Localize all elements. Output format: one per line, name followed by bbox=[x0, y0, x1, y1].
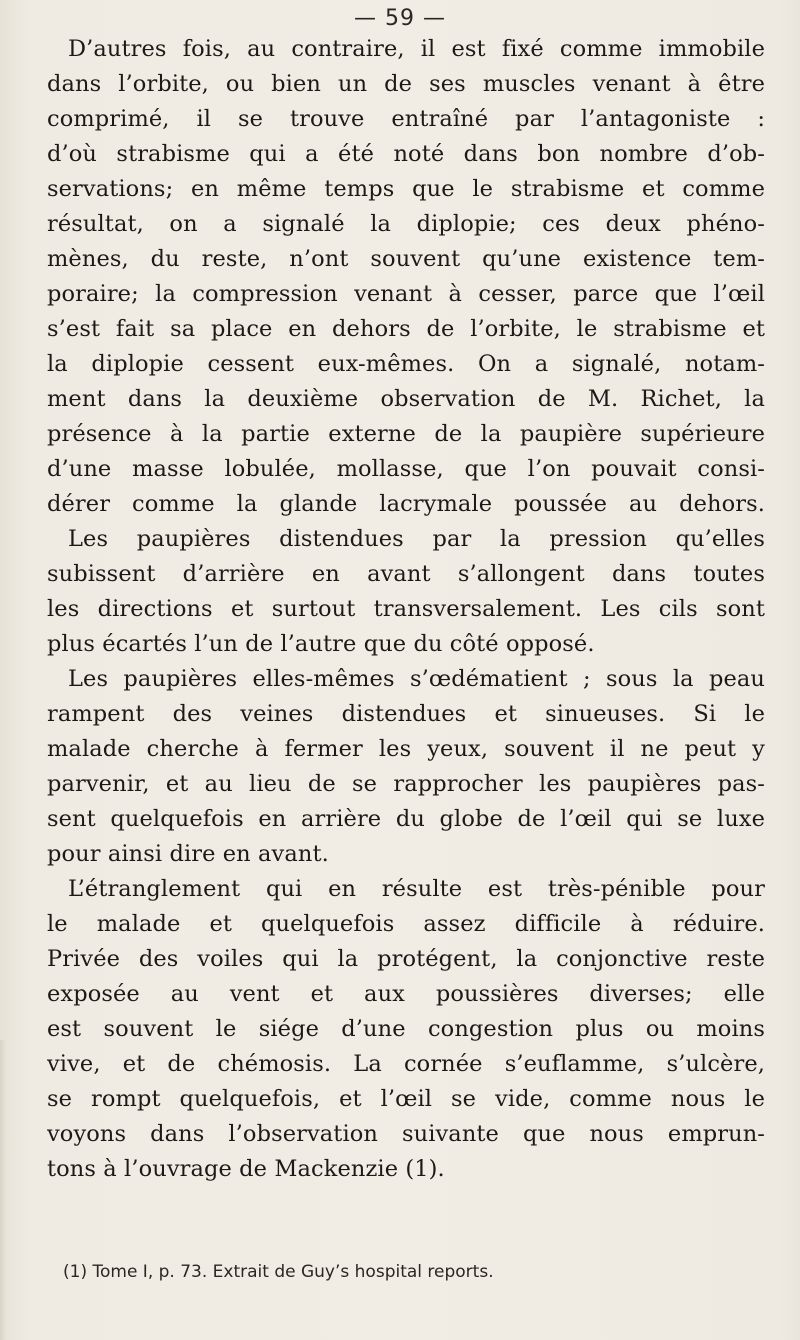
text-line: parvenir, et au lieu de se rapprocher les paupières pas- bbox=[47, 771, 765, 797]
text-line: mènes, du reste, n’ont souvent qu’une existence tem- bbox=[47, 246, 765, 272]
text-line: sent quelquefois en arrière du globe de l’œil qui se luxe bbox=[47, 806, 765, 832]
text-line: d’où strabisme qui a été noté dans bon nombre d’ob- bbox=[47, 141, 765, 167]
text-line: servations; en même temps que le strabisme et comme bbox=[47, 176, 765, 202]
text-line: résultat, on a signalé la diplopie; ces deux phéno- bbox=[47, 211, 765, 237]
text-line: tons à l’ouvrage de Mackenzie (1). bbox=[47, 1156, 445, 1182]
text-line: la diplopie cessent eux-mêmes. On a signalé, notam- bbox=[47, 351, 765, 377]
text-line: Les paupières elles-mêmes s’œdématient ; sous la peau bbox=[68, 666, 765, 692]
text-line: plus écartés l’un de l’autre que du côté opposé. bbox=[47, 631, 595, 657]
text-line: ment dans la deuxième observation de M. Richet, la bbox=[47, 386, 765, 412]
text-line: malade cherche à fermer les yeux, souvent il ne peut y bbox=[47, 736, 765, 762]
text-line: Les paupières distendues par la pression qu’elles bbox=[68, 526, 765, 552]
page-number: — 59 — bbox=[354, 6, 446, 31]
text-line: le malade et quelquefois assez difficile à réduire. bbox=[47, 911, 765, 937]
text-line: vive, et de chémosis. La cornée s’euflamme, s’ulcère, bbox=[47, 1051, 765, 1077]
text-line: voyons dans l’observation suivante que nous emprun- bbox=[47, 1121, 765, 1147]
text-line: Privée des voiles qui la protégent, la conjonctive reste bbox=[47, 946, 765, 972]
text-line: les directions et surtout transversalement. Les cils sont bbox=[47, 596, 765, 622]
page-edge-shadow bbox=[0, 1040, 6, 1340]
text-line: rampent des veines distendues et sinueuses. Si le bbox=[47, 701, 765, 727]
text-line: est souvent le siége d’une congestion plus ou moins bbox=[47, 1016, 765, 1042]
text-line: d’une masse lobulée, mollasse, que l’on pouvait consi- bbox=[47, 456, 765, 482]
text-line: L’étranglement qui en résulte est très-pénible pour bbox=[68, 876, 765, 902]
text-line: se rompt quelquefois, et l’œil se vide, comme nous le bbox=[47, 1086, 765, 1112]
text-line: présence à la partie externe de la paupière supérieure bbox=[47, 421, 765, 447]
text-line: exposée au vent et aux poussières diverses; elle bbox=[47, 981, 765, 1007]
text-line: comprimé, il se trouve entraîné par l’antagoniste : bbox=[47, 106, 765, 132]
body-text bbox=[47, 32, 765, 1187]
text-line: dérer comme la glande lacrymale poussée au dehors. bbox=[47, 491, 765, 517]
text-line: D’autres fois, au contraire, il est fixé comme immobile bbox=[68, 36, 765, 62]
text-line: poraire; la compression venant à cesser, parce que l’œil bbox=[47, 281, 765, 307]
text-line: subissent d’arrière en avant s’allongent dans toutes bbox=[47, 561, 765, 587]
text-line: pour ainsi dire en avant. bbox=[47, 841, 329, 867]
text-line: s’est fait sa place en dehors de l’orbite, le strabisme et bbox=[47, 316, 765, 342]
footnote: (1) Tome I, p. 73. Extrait de Guy’s hospital reports. bbox=[63, 1262, 494, 1282]
text-line: dans l’orbite, ou bien un de ses muscles venant à être bbox=[47, 71, 765, 97]
